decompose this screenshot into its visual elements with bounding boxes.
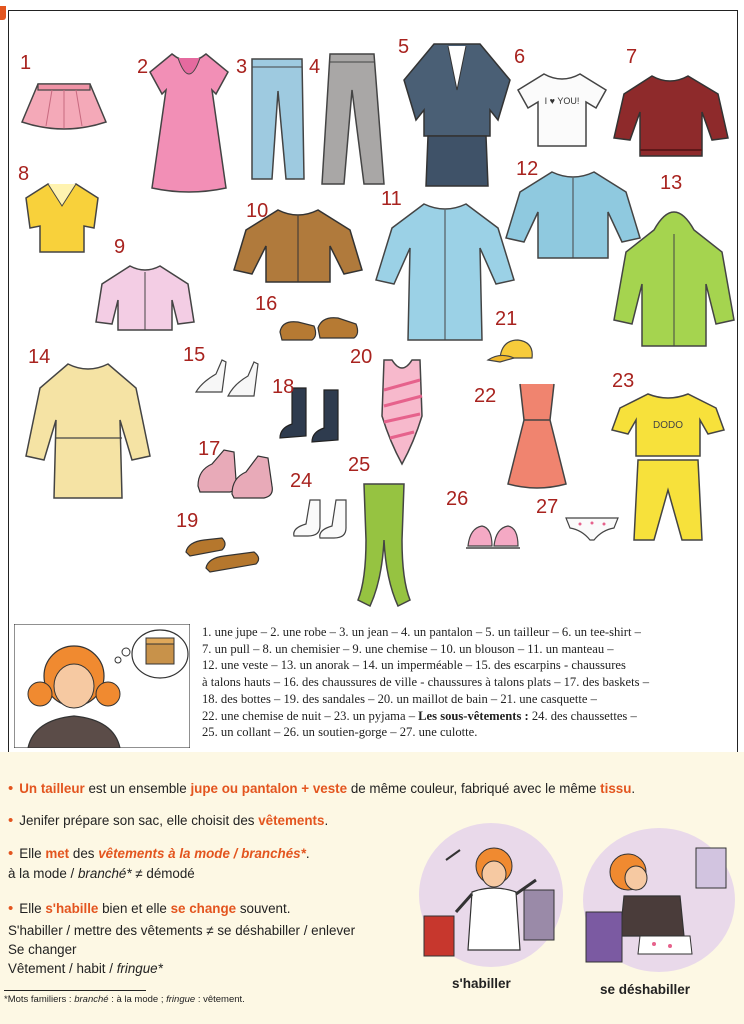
legend-line: 22. une chemise de nuit – 23. un pyjama – Les sous-vêtements : 24. des chaussettes – [202,708,637,723]
item-number-26: 26 [446,488,469,510]
item-number-16: 16 [255,293,278,315]
legend-line: 25. un collant – 26. un soutien-gorge – 27. une culotte. [202,725,478,740]
raincoat-illustration [22,360,154,502]
caption-dress: s'habiller [452,976,511,991]
cap-illustration [484,336,540,366]
item-number-25: 25 [348,454,371,476]
pyjama-print: DODO [653,420,683,431]
tights-illustration [348,480,420,610]
item-number-27: 27 [536,496,559,518]
bra-illustration [462,516,524,556]
undressing-illustration [580,826,738,974]
legend-line: 7. un pull – 8. un chemisier – 9. une chemise – 10. un blouson – 11. un manteau – [202,641,614,656]
tee-shirt-illustration [514,70,610,150]
mode-definition: à la mode / branché* ≠ démodé [8,866,195,881]
vetement-synonyms: Vêtement / habit / fringue* [8,961,163,976]
item-number-22: 22 [474,385,497,407]
item-number-13: 13 [660,172,683,194]
legend-line: 1. une jupe – 2. une robe – 3. un jean – 4. un pantalon – 5. un tailleur – 6. un tee-shirt – [202,625,641,639]
item-number-4: 4 [309,56,321,78]
footnote: *Mots familiers : branché : à la mode ; fringue : vêtement. [4,994,245,1005]
underwear-heading: Les sous-vêtements : [418,708,532,723]
bullet-mode: • Elle met des vêtements à la mode / branchés*. [8,845,310,862]
item-number-18: 18 [272,376,295,398]
item-number-6: 6 [514,46,526,68]
item-number-2: 2 [137,56,149,78]
swimsuit-illustration [374,356,430,468]
item-number-1: 1 [20,52,32,74]
item-number-11: 11 [381,188,402,210]
anorak-illustration [610,200,738,350]
dressing-illustration [416,820,566,970]
nightgown-illustration [504,380,570,492]
item-number-19: 19 [176,510,199,532]
thinking-girl-illustration [14,624,190,748]
item-number-3: 3 [236,56,248,78]
item-number-9: 9 [114,236,126,258]
item-number-8: 8 [18,163,30,185]
bullet-tailleur: • Un tailleur est un ensemble jupe ou pantalon + veste de même couleur, fabriqué avec le même tissu. [8,780,636,797]
item-number-15: 15 [183,344,206,366]
corner-mark [0,6,6,20]
trousers-illustration [318,50,388,190]
pullover-illustration [610,72,732,162]
footnote-divider [4,990,146,991]
legend-line: 18. des bottes – 19. des sandales – 20. un maillot de bain – 21. une casquette – [202,691,597,706]
suit-illustration [398,40,516,190]
habiller-synonyms: S'habiller / mettre des vêtements ≠ se déshabiller / enlever [8,923,356,938]
shirt-illustration [92,262,198,334]
bullet-habiller: • Elle s'habille bien et elle se change souvent. [8,900,291,917]
item-number-21: 21 [495,308,518,330]
pyjama-illustration [608,390,728,546]
item-number-5: 5 [398,36,410,58]
tee-shirt-print: I ♥ YOU! [544,96,580,106]
item-number-17: 17 [198,438,221,460]
item-number-7: 7 [626,46,638,68]
legend-line: à talons hauts – 16. des chaussures de ville - chaussures à talons plats – 17. des baskets – [202,675,649,690]
sandals-illustration [182,528,266,576]
knickers-illustration [562,514,622,544]
item-number-14: 14 [28,346,51,368]
blouse-illustration [20,180,104,258]
dress-illustration [144,50,234,195]
bullet-jenifer: • Jenifer prépare son sac, elle choisit des vêtements. [8,812,329,829]
caption-undress: se déshabiller [600,982,691,997]
socks-illustration [288,496,350,542]
item-number-20: 20 [350,346,373,368]
item-number-24: 24 [290,470,313,492]
oxford-shoes-illustration [276,312,362,346]
item-number-23: 23 [612,370,635,392]
legend-line: 12. une veste – 13. un anorak – 14. un imperméable – 15. des escarpins - chaussures [202,658,626,673]
clothes-legend [202,624,732,741]
item-number-12: 12 [516,158,539,180]
item-number-10: 10 [246,200,269,222]
jeans-illustration [246,55,308,183]
changer-line: Se changer [8,942,77,957]
skirt-illustration [18,80,110,134]
